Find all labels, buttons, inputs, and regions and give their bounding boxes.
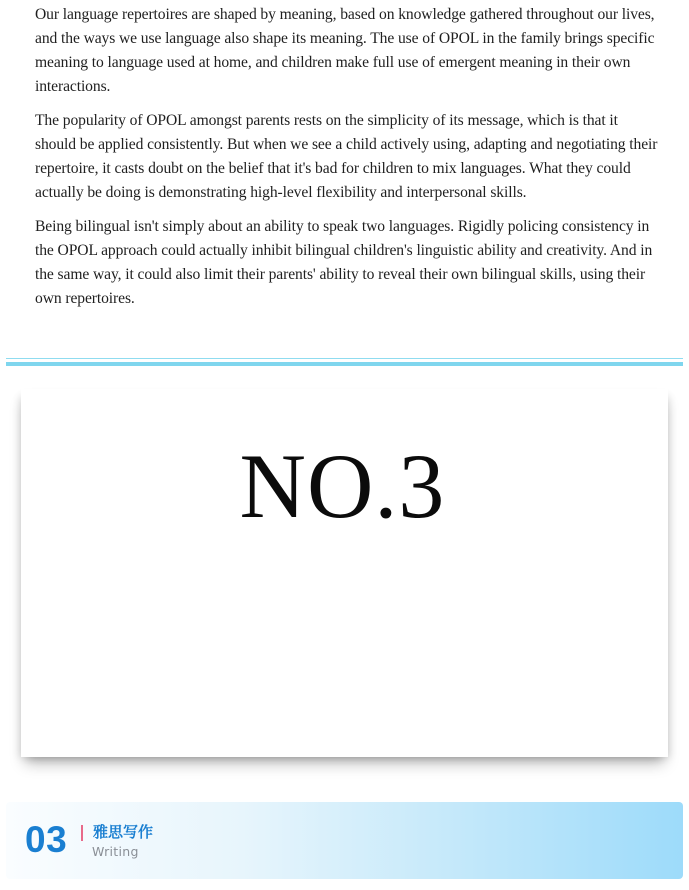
divider-thin-line [6,358,683,359]
card-title: NO.3 [239,435,446,537]
section-number: 03 [25,819,68,860]
section-separator [81,825,83,841]
divider-thick-line [6,362,683,366]
section-title-chinese: 雅思写作 [93,823,154,841]
article-paragraph-1: Our language repertoires are shaped by meaning, based on knowledge gathered throughout our lives, and the ways we use language also shape its meaning. The use of OPOL in the family brings specific meaning to language used at home, and children make full use of emergent meaning in their own interactions. [35,6,655,95]
article-paragraph-2: The popularity of OPOL amongst parents rests on the simplicity of its message, which is that it should be applied consistently. But when we see a child actively using, adapting and negotiating their repertoire, it casts doubt on the belief that it's bad for children to mix languages. What they could actually be doing is demonstrating high-level flexibility and interpersonal skills. [35,112,658,201]
section-header-bar [6,802,683,879]
article-paragraph-3: Being bilingual isn't simply about an ability to speak two languages. Rigidly policing consistency in the OPOL approach could actually inhibit bilingual children's linguistic ability and creativity. And in the same way, it could also limit their parents' ability to reveal their own bilingual skills, using their own repertoires. [35,218,653,307]
section-divider [6,358,683,367]
article-body [35,3,660,321]
section-title-english: Writing [92,844,139,859]
